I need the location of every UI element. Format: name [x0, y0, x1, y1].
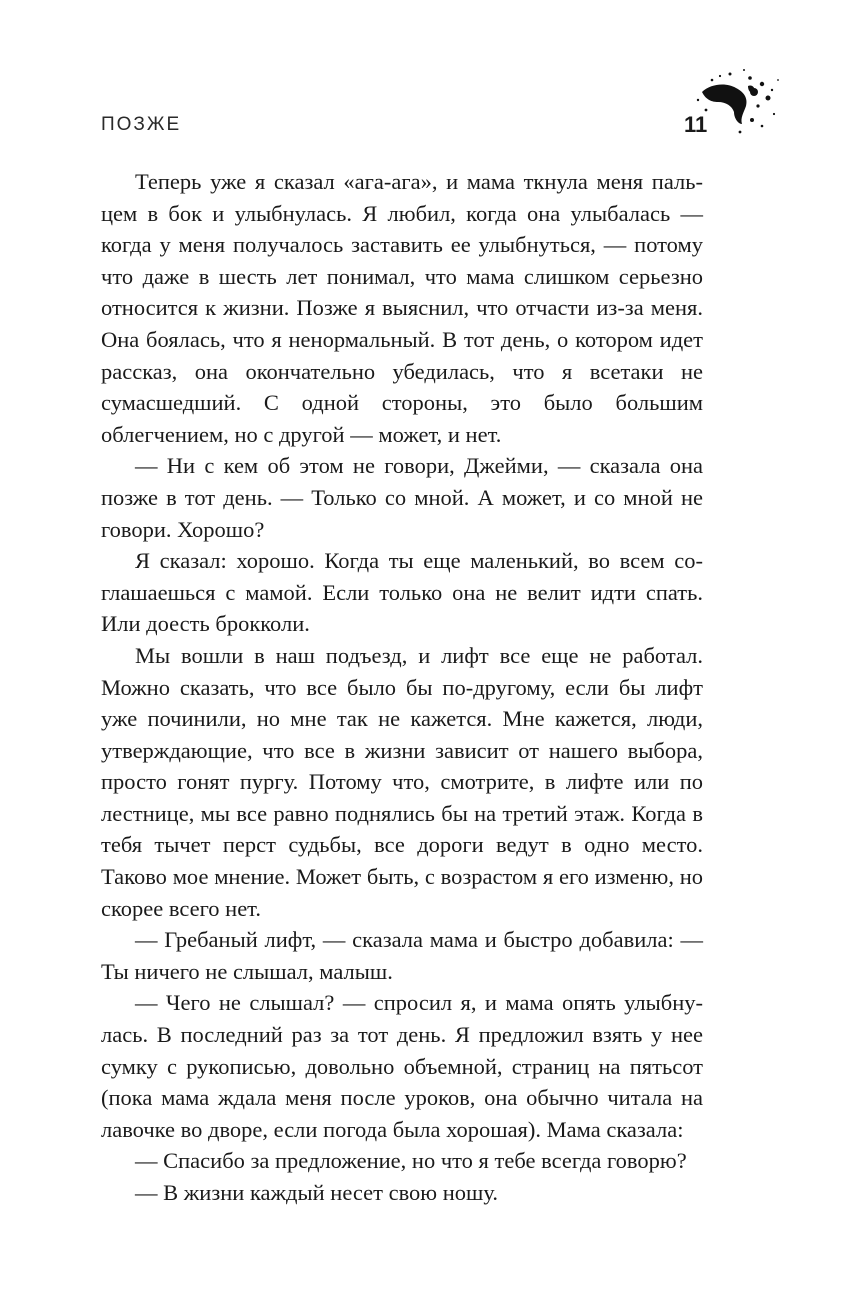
- paragraph: — Гребаный лифт, — сказала мама и быстро добавила: — Ты ничего не слышал, малыш.: [101, 927, 703, 984]
- paragraph: — В жизни каждый несет свою ношу.: [135, 1180, 498, 1205]
- paragraph: — Спасибо за предложение, но что я тебе всегда говорю?: [135, 1148, 687, 1174]
- paragraph: — Ни с кем об этом не говори, Джейми, — сказала она позже в тот день. — Только со мной. А может, и со мной не говори. Хорошо?: [101, 453, 703, 542]
- paragraph: — Чего не слышал? — спросил я, и мама опять улыбнулась. В последний раз за тот день. Я предложил взять у нее сумку с рукописью, довольно объемной, страниц на пятьсот (пока мама ждала меня после уроков, она обычно читала на лавочке во дворе, если погода была хорошая). Мама сказала:: [101, 990, 703, 1142]
- body-text: [101, 166, 703, 1209]
- page-number: 11: [684, 112, 708, 137]
- paragraph: Теперь уже я сказал «ага-ага», и мама ткнула меня пальцем в бок и улыбнулась. Я любил, когда она улыбалась — когда у меня получалось заставить ее улыбнуться, — потому что даже в шесть лет понимал, что мама слишком серьезно относится к жизни. Позже я выяснил, что отчасти из-за меня. Она боялась, что я ненормальный. В тот день, о котором идет рассказ, она окончательно убедилась, что я всетаки не сумасшедший. С одной стороны, это было большим облегчением, но с другой — может, и нет.: [101, 169, 703, 447]
- running-title: ПОЗЖЕ: [101, 114, 182, 135]
- paragraph: Мы вошли в наш подъезд, и лифт все еще не работал. Можно сказать, что все было бы по-другому, если бы лифт уже починили, но мне так не кажется. Мне кажется, люди, утверждающие, что все в жизни зависит от нашего выбора, просто гонят пургу. Потому что, смотрите, в лифте или по лестнице, мы все равно поднялись бы на третий этаж. Когда в тебя тычет перст судьбы, все дороги ведут в одно место. Таково мое мнение. Может быть, с возрастом я его изменю, но скорее всего нет.: [101, 642, 703, 921]
- paragraph: Я сказал: хорошо. Когда ты еще маленький, во всем соглашаешься с мамой. Если только она не велит идти спать. Или доесть брокколи.: [101, 548, 703, 637]
